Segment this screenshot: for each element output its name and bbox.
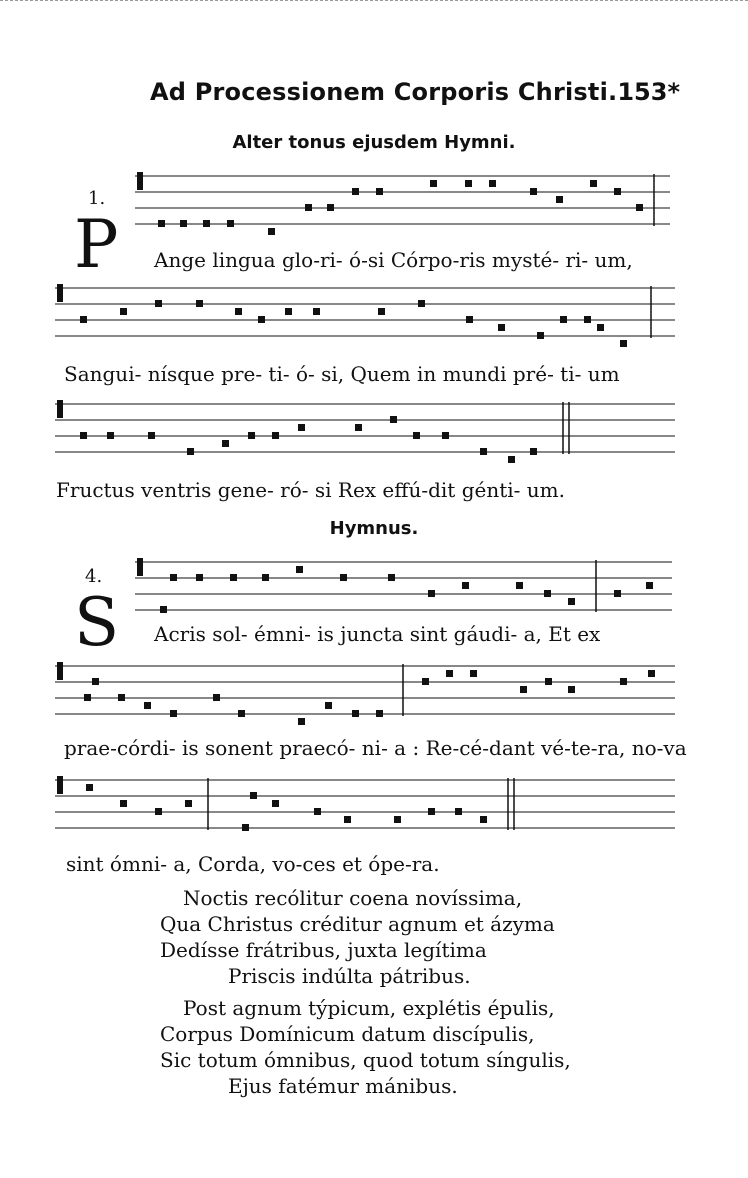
chant-staff-3 bbox=[0, 388, 748, 468]
running-title: Ad Processionem Corporis Christi. bbox=[150, 78, 618, 106]
lyric-line: Ange lingua glo-ri- ó-si Córpo-ris mysté- ri- um, bbox=[154, 248, 633, 272]
lyric-line: Sangui- nísque pre- ti- ó- si, Quem in mundi pré- ti- um bbox=[64, 362, 620, 386]
verse-number: 1. bbox=[88, 188, 106, 209]
page-number: 153* bbox=[617, 78, 680, 106]
lyric-line: Acris sol- émni- is juncta sint gáudi- a, Et ex bbox=[154, 622, 601, 646]
drop-initial: S bbox=[74, 584, 120, 661]
section-heading-tone: Alter tonus ejusdem Hymni. bbox=[232, 132, 516, 153]
lyric-line: sint ómni- a, Corda, vo-ces et ópe-ra. bbox=[66, 852, 440, 876]
chant-staff-6 bbox=[0, 764, 748, 844]
stanza-line: Sic totum ómnibus, quod totum síngulis, bbox=[160, 1048, 571, 1072]
drop-initial: P bbox=[74, 206, 119, 283]
page-top-rule bbox=[0, 0, 748, 9]
stanza-line: Ejus fatémur mánibus. bbox=[228, 1074, 458, 1098]
stanza-line: Corpus Domínicum datum discípulis, bbox=[160, 1022, 535, 1046]
stanza-line: Dedísse frátribus, juxta legítima bbox=[160, 938, 487, 962]
stanza-line: Qua Christus créditur agnum et ázyma bbox=[160, 912, 555, 936]
stanza-line: Post agnum týpicum, explétis épulis, bbox=[183, 996, 555, 1020]
stanza-line: Priscis indúlta pátribus. bbox=[228, 964, 471, 988]
verse-number: 4. bbox=[85, 566, 103, 587]
chant-staff-2 bbox=[0, 272, 748, 352]
chant-staff-5 bbox=[0, 650, 748, 730]
lyric-line: prae-córdi- is sonent praecó- ni- a : Re-cé-dant vé-te-ra, no-va bbox=[64, 736, 687, 760]
stanza-line: Noctis recólitur coena novíssima, bbox=[183, 886, 523, 910]
section-heading-hymn: Hymnus. bbox=[329, 518, 419, 539]
lyric-line: Fructus ventris gene- ró- si Rex effú-dit génti- um. bbox=[56, 478, 565, 502]
